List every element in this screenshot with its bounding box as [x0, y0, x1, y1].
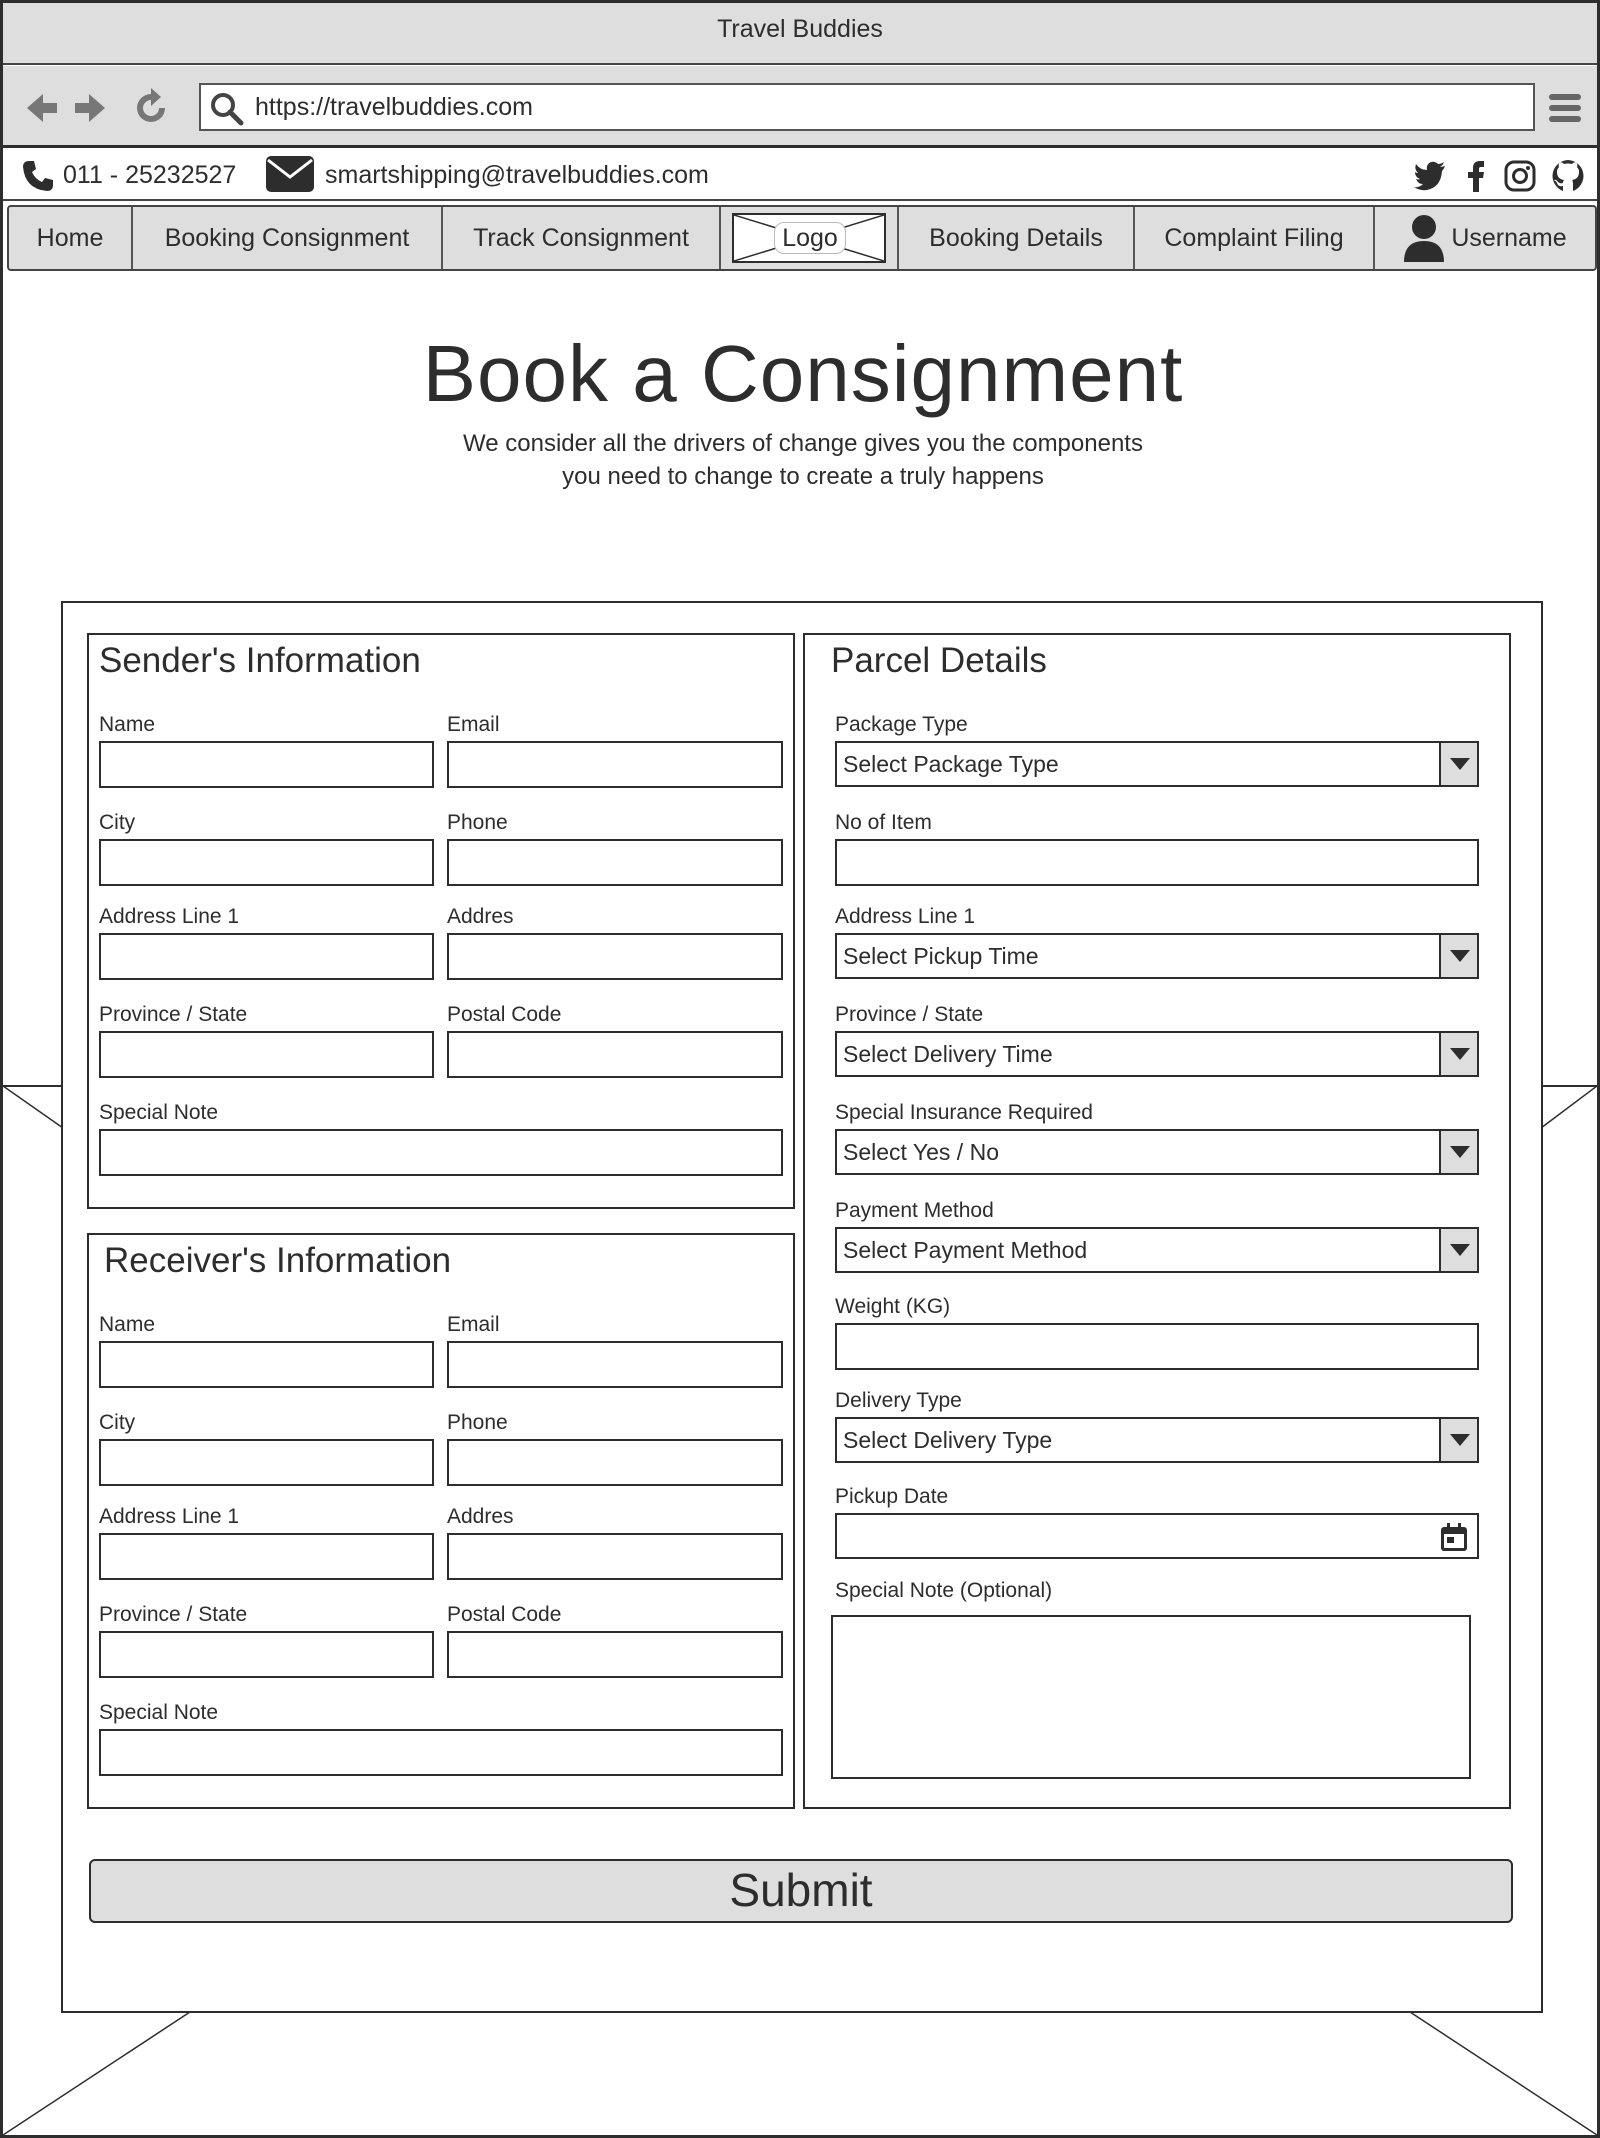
sender-title: Sender's Information — [99, 641, 421, 680]
payment-method-select[interactable] — [835, 1227, 1479, 1273]
receiver-postal-input[interactable] — [447, 1631, 783, 1678]
receiver-panel — [87, 1233, 795, 1809]
page-subtitle — [403, 427, 1203, 493]
window-title: Travel Buddies — [3, 3, 1597, 65]
sender-email-label: Email — [447, 713, 500, 736]
sender-note-label: Special Note — [99, 1101, 219, 1124]
sender-phone-label: Phone — [447, 811, 508, 834]
sender-province-label: Province / State — [99, 1003, 248, 1026]
sender-address2-input[interactable] — [447, 933, 783, 980]
sender-address2-label: Addres — [447, 905, 514, 928]
weight-input[interactable] — [835, 1323, 1479, 1370]
pickup-address-label: Address Line 1 — [835, 905, 976, 928]
nav-home[interactable]: Home — [9, 207, 133, 269]
sender-address1-input[interactable] — [99, 933, 434, 980]
sender-postal-label: Postal Code — [447, 1003, 562, 1026]
sender-phone-input[interactable] — [447, 839, 783, 886]
chevron-down-icon — [1450, 1048, 1470, 1060]
pickup-time-dropdown-button[interactable] — [1439, 935, 1477, 977]
sender-name-label: Name — [99, 713, 156, 736]
chevron-down-icon — [1450, 1244, 1470, 1256]
delivery-type-value: Select Delivery Type — [843, 1427, 1053, 1453]
calendar-icon[interactable] — [1439, 1523, 1469, 1553]
submit-button[interactable]: Submit — [89, 1859, 1513, 1923]
receiver-city-input[interactable] — [99, 1439, 434, 1486]
nav-booking-consignment[interactable]: Booking Consignment — [133, 207, 443, 269]
payment-method-label: Payment Method — [835, 1199, 994, 1222]
sender-address1-label: Address Line 1 — [99, 905, 240, 928]
sender-postal-input[interactable] — [447, 1031, 783, 1078]
parcel-note-label: Special Note (Optional) — [835, 1579, 1053, 1602]
items-count-input[interactable] — [835, 839, 1479, 886]
sender-city-label: City — [99, 811, 136, 834]
subtitle-line-1: We consider all the drivers of change gives you the components — [463, 430, 1143, 457]
page-title: Book a Consignment — [422, 329, 1184, 418]
contact-email[interactable]: smartshipping@travelbuddies.com — [325, 161, 709, 189]
contact-phone: 011 - 25232527 — [63, 161, 237, 189]
receiver-province-label: Province / State — [99, 1603, 248, 1626]
delivery-type-dropdown-button[interactable] — [1439, 1419, 1477, 1461]
nav-track-consignment[interactable]: Track Consignment — [443, 207, 721, 269]
nav-complaint-filing[interactable]: Complaint Filing — [1135, 207, 1375, 269]
delivery-type-select[interactable] — [835, 1417, 1479, 1463]
insurance-label: Special Insurance Required — [835, 1101, 1093, 1124]
sender-email-input[interactable] — [447, 741, 783, 788]
weight-label: Weight (KG) — [835, 1295, 951, 1318]
chevron-down-icon — [1450, 1434, 1470, 1446]
sender-province-input[interactable] — [99, 1031, 434, 1078]
delivery-type-label: Delivery Type — [835, 1389, 962, 1412]
logo-label: Logo — [774, 222, 846, 254]
receiver-note-label: Special Note — [99, 1701, 219, 1724]
receiver-address2-label: Addres — [447, 1505, 514, 1528]
receiver-name-input[interactable] — [99, 1341, 434, 1388]
sender-panel — [87, 633, 795, 1209]
chevron-down-icon — [1450, 950, 1470, 962]
chevron-down-icon — [1450, 758, 1470, 770]
payment-method-value: Select Payment Method — [843, 1237, 1088, 1263]
pickup-date-input[interactable] — [835, 1513, 1479, 1559]
receiver-postal-label: Postal Code — [447, 1603, 562, 1626]
package-type-label: Package Type — [835, 713, 968, 736]
insurance-select[interactable] — [835, 1129, 1479, 1175]
parcel-title: Parcel Details — [831, 641, 1047, 680]
parcel-province-label: Province / State — [835, 1003, 984, 1026]
receiver-phone-input[interactable] — [447, 1439, 783, 1486]
delivery-time-value: Select Delivery Time — [843, 1041, 1053, 1067]
receiver-address1-label: Address Line 1 — [99, 1505, 240, 1528]
delivery-time-dropdown-button[interactable] — [1439, 1033, 1477, 1075]
delivery-time-select[interactable] — [835, 1031, 1479, 1077]
insurance-dropdown-button[interactable] — [1439, 1131, 1477, 1173]
parcel-panel — [803, 633, 1511, 1809]
chevron-down-icon — [1450, 1146, 1470, 1158]
payment-method-dropdown-button[interactable] — [1439, 1229, 1477, 1271]
subtitle-line-2: you need to change to create a truly happens — [562, 463, 1044, 490]
receiver-email-label: Email — [447, 1313, 500, 1336]
package-type-value: Select Package Type — [843, 751, 1059, 777]
consignment-form — [61, 601, 1543, 2013]
insurance-value: Select Yes / No — [843, 1139, 999, 1165]
sender-city-input[interactable] — [99, 839, 434, 886]
pickup-time-select[interactable] — [835, 933, 1479, 979]
pickup-time-value: Select Pickup Time — [843, 943, 1039, 969]
url-text: https://travelbuddies.com — [255, 93, 533, 121]
receiver-address2-input[interactable] — [447, 1533, 783, 1580]
package-type-select[interactable] — [835, 741, 1479, 787]
receiver-province-input[interactable] — [99, 1631, 434, 1678]
receiver-address1-input[interactable] — [99, 1533, 434, 1580]
sender-name-input[interactable] — [99, 741, 434, 788]
receiver-note-input[interactable] — [99, 1729, 783, 1776]
receiver-phone-label: Phone — [447, 1411, 508, 1434]
pickup-date-label: Pickup Date — [835, 1485, 949, 1508]
receiver-email-input[interactable] — [447, 1341, 783, 1388]
package-type-dropdown-button[interactable] — [1439, 743, 1477, 785]
nav-booking-details[interactable]: Booking Details — [899, 207, 1135, 269]
items-count-label: No of Item — [835, 811, 932, 834]
receiver-name-label: Name — [99, 1313, 156, 1336]
receiver-title: Receiver's Information — [104, 1241, 452, 1280]
sender-note-input[interactable] — [99, 1129, 783, 1176]
receiver-city-label: City — [99, 1411, 136, 1434]
parcel-note-textarea[interactable] — [831, 1615, 1471, 1779]
username-label: Username — [1451, 223, 1567, 252]
